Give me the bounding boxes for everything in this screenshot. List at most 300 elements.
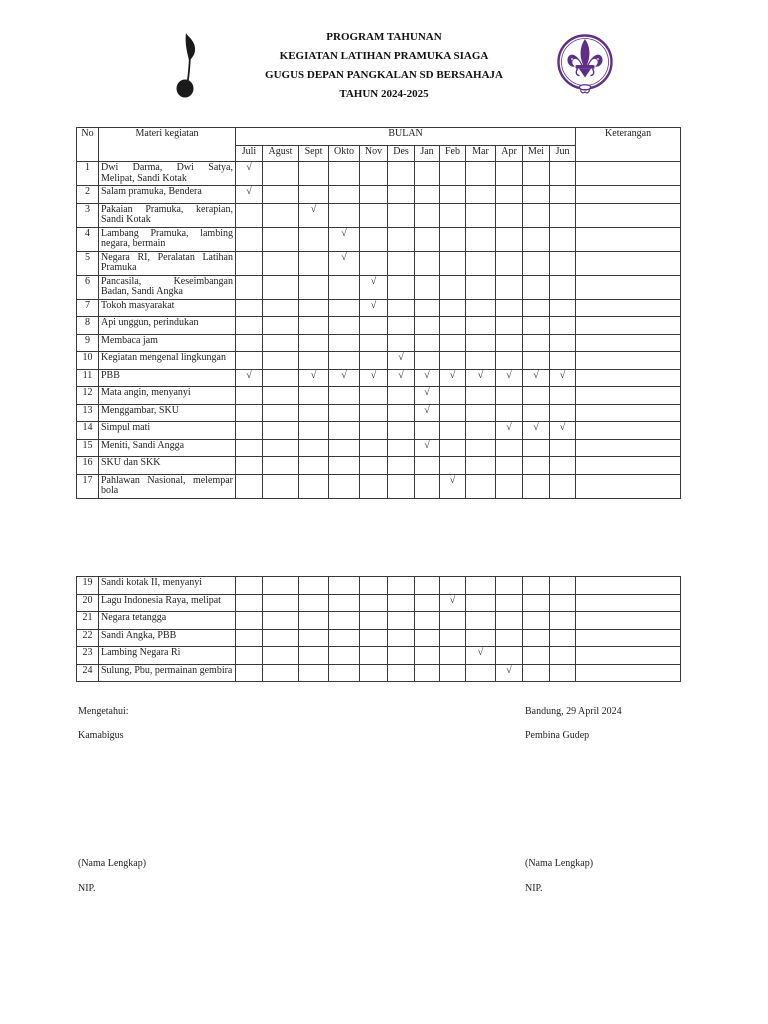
materi-kegiatan-cell: Api unggun, perindukan <box>99 317 236 335</box>
month-cell-mar <box>466 457 496 475</box>
month-cell-okto <box>329 203 360 227</box>
row-number: 24 <box>77 664 99 682</box>
materi-kegiatan-cell: SKU dan SKK <box>99 457 236 475</box>
month-cell-apr: √ <box>496 369 523 387</box>
keterangan-cell <box>576 664 681 682</box>
month-cell-okto <box>329 186 360 204</box>
fleur-star-left <box>571 58 573 60</box>
row-number: 3 <box>77 203 99 227</box>
month-cell-mei <box>523 577 550 595</box>
month-cell-feb <box>440 612 466 630</box>
month-cell-mar <box>466 439 496 457</box>
month-cell-feb <box>440 299 466 317</box>
month-cell-juli <box>236 251 263 275</box>
keterangan-cell <box>576 647 681 665</box>
materi-kegiatan-cell: Sandi Angka, PBB <box>99 629 236 647</box>
month-cell-juli <box>236 647 263 665</box>
month-header-jun: Jun <box>550 146 576 162</box>
month-cell-sept <box>299 422 329 440</box>
month-cell-jan <box>415 317 440 335</box>
month-cell-apr: √ <box>496 664 523 682</box>
row-number: 4 <box>77 227 99 251</box>
month-cell-nov <box>360 186 388 204</box>
title-line-kegiatan: KEGIATAN LATIHAN PRAMUKA SIAGA <box>279 50 489 62</box>
month-cell-nov <box>360 422 388 440</box>
month-cell-jan <box>415 422 440 440</box>
month-cell-agust <box>263 404 299 422</box>
materi-kegiatan-cell: Sandi kotak II, menyanyi <box>99 577 236 595</box>
month-cell-jan <box>415 664 440 682</box>
month-cell-des <box>388 186 415 204</box>
month-cell-des <box>388 162 415 186</box>
month-cell-sept <box>299 577 329 595</box>
month-cell-agust <box>263 647 299 665</box>
month-cell-nov <box>360 162 388 186</box>
month-cell-agust <box>263 439 299 457</box>
table-row <box>77 369 681 387</box>
month-cell-apr <box>496 474 523 498</box>
materi-kegiatan-cell: Lambing Negara Ri <box>99 647 236 665</box>
materi-kegiatan-cell: Kegiatan mengenal lingkungan <box>99 352 236 370</box>
month-cell-mei <box>523 647 550 665</box>
materi-kegiatan-cell: Pancasila, Keseimbangan Badan, Sandi Angka <box>99 275 236 299</box>
month-cell-agust <box>263 629 299 647</box>
month-cell-feb <box>440 647 466 665</box>
month-cell-des <box>388 387 415 405</box>
month-cell-mar <box>466 577 496 595</box>
month-cell-mar <box>466 317 496 335</box>
month-cell-sept <box>299 647 329 665</box>
month-cell-juli <box>236 474 263 498</box>
keterangan-cell <box>576 629 681 647</box>
materi-kegiatan-cell: Menggambar, SKU <box>99 404 236 422</box>
month-cell-apr <box>496 299 523 317</box>
keterangan-cell <box>576 186 681 204</box>
month-cell-jun <box>550 275 576 299</box>
materi-kegiatan-cell: Lagu Indonesia Raya, melipat <box>99 594 236 612</box>
right-signer-nip: NIP. <box>525 883 543 894</box>
month-cell-nov: √ <box>360 275 388 299</box>
month-cell-agust <box>263 251 299 275</box>
month-cell-feb: √ <box>440 594 466 612</box>
month-cell-sept <box>299 664 329 682</box>
month-cell-feb: √ <box>440 369 466 387</box>
month-header-apr: Apr <box>496 146 523 162</box>
month-cell-jan <box>415 629 440 647</box>
month-cell-feb <box>440 334 466 352</box>
left-signer-name: (Nama Lengkap) <box>78 858 147 869</box>
month-cell-mei <box>523 162 550 186</box>
month-cell-jan <box>415 251 440 275</box>
month-cell-sept <box>299 299 329 317</box>
month-cell-des <box>388 577 415 595</box>
month-cell-okto <box>329 474 360 498</box>
month-cell-mar <box>466 186 496 204</box>
fleur-star-right <box>597 58 599 60</box>
month-cell-jan <box>415 227 440 251</box>
month-cell-des: √ <box>388 369 415 387</box>
month-cell-okto <box>329 404 360 422</box>
month-cell-des <box>388 404 415 422</box>
header-materi-kegiatan: Materi kegiatan <box>99 128 236 162</box>
month-cell-juli <box>236 227 263 251</box>
month-cell-jan <box>415 647 440 665</box>
month-cell-mar: √ <box>466 647 496 665</box>
row-number: 9 <box>77 334 99 352</box>
left-signer-nip: NIP. <box>78 883 96 894</box>
month-cell-des <box>388 299 415 317</box>
month-cell-des <box>388 275 415 299</box>
month-cell-jun <box>550 404 576 422</box>
document-title <box>184 28 584 104</box>
month-cell-jun <box>550 162 576 186</box>
row-number: 16 <box>77 457 99 475</box>
month-cell-jun: √ <box>550 422 576 440</box>
month-cell-juli: √ <box>236 369 263 387</box>
row-number: 22 <box>77 629 99 647</box>
month-cell-juli <box>236 299 263 317</box>
month-cell-jan <box>415 474 440 498</box>
month-cell-apr <box>496 186 523 204</box>
month-cell-mei <box>523 594 550 612</box>
table-row <box>77 275 681 299</box>
month-cell-des <box>388 664 415 682</box>
month-cell-feb <box>440 275 466 299</box>
row-number: 15 <box>77 439 99 457</box>
fleur-band <box>576 65 595 69</box>
month-cell-agust <box>263 275 299 299</box>
month-cell-jun <box>550 612 576 630</box>
month-cell-sept <box>299 387 329 405</box>
month-cell-jan <box>415 299 440 317</box>
table-row <box>77 186 681 204</box>
month-cell-sept <box>299 457 329 475</box>
keterangan-cell <box>576 275 681 299</box>
month-cell-agust <box>263 577 299 595</box>
materi-kegiatan-cell: Meniti, Sandi Angga <box>99 439 236 457</box>
row-number: 6 <box>77 275 99 299</box>
month-cell-apr <box>496 387 523 405</box>
month-cell-mar <box>466 629 496 647</box>
month-cell-feb <box>440 162 466 186</box>
month-cell-juli <box>236 352 263 370</box>
row-number: 7 <box>77 299 99 317</box>
row-number: 8 <box>77 317 99 335</box>
table-row <box>77 439 681 457</box>
month-cell-nov <box>360 612 388 630</box>
month-cell-jan <box>415 594 440 612</box>
month-cell-nov: √ <box>360 369 388 387</box>
month-cell-feb <box>440 251 466 275</box>
month-cell-des <box>388 629 415 647</box>
keterangan-cell <box>576 352 681 370</box>
month-cell-apr <box>496 227 523 251</box>
month-cell-feb <box>440 577 466 595</box>
table-row <box>77 162 681 186</box>
table-row <box>77 227 681 251</box>
keterangan-cell <box>576 334 681 352</box>
materi-kegiatan-cell: Negara RI, Peralatan Latihan Pramuka <box>99 251 236 275</box>
month-cell-sept <box>299 317 329 335</box>
month-cell-apr <box>496 647 523 665</box>
row-number: 5 <box>77 251 99 275</box>
table-row <box>77 612 681 630</box>
keterangan-cell <box>576 594 681 612</box>
month-cell-apr <box>496 594 523 612</box>
table-row <box>77 647 681 665</box>
row-number: 14 <box>77 422 99 440</box>
month-cell-sept <box>299 227 329 251</box>
month-cell-feb <box>440 317 466 335</box>
table-row <box>77 404 681 422</box>
row-number: 12 <box>77 387 99 405</box>
month-cell-mar <box>466 203 496 227</box>
month-cell-jun <box>550 664 576 682</box>
month-cell-juli <box>236 404 263 422</box>
month-cell-agust <box>263 474 299 498</box>
month-cell-jan <box>415 186 440 204</box>
month-cell-des: √ <box>388 352 415 370</box>
month-cell-jan <box>415 334 440 352</box>
month-cell-sept <box>299 352 329 370</box>
month-cell-mar <box>466 334 496 352</box>
month-cell-juli <box>236 577 263 595</box>
month-cell-apr <box>496 352 523 370</box>
month-cell-nov <box>360 629 388 647</box>
month-cell-nov: √ <box>360 299 388 317</box>
month-cell-apr <box>496 612 523 630</box>
month-header-mar: Mar <box>466 146 496 162</box>
rope-knot <box>579 85 591 93</box>
month-cell-des <box>388 612 415 630</box>
month-cell-apr <box>496 439 523 457</box>
month-cell-mar <box>466 227 496 251</box>
month-cell-sept: √ <box>299 203 329 227</box>
month-cell-juli <box>236 594 263 612</box>
month-cell-juli <box>236 664 263 682</box>
scout-fleur-de-lis-icon <box>556 33 614 97</box>
month-cell-juli <box>236 629 263 647</box>
month-cell-nov <box>360 317 388 335</box>
month-cell-des <box>388 474 415 498</box>
month-cell-okto <box>329 577 360 595</box>
month-header-agust: Agust <box>263 146 299 162</box>
month-cell-feb <box>440 387 466 405</box>
month-cell-okto <box>329 439 360 457</box>
month-cell-jun <box>550 186 576 204</box>
month-cell-jan: √ <box>415 369 440 387</box>
month-cell-okto <box>329 387 360 405</box>
month-cell-juli <box>236 334 263 352</box>
month-cell-agust <box>263 422 299 440</box>
month-cell-mei <box>523 474 550 498</box>
month-cell-jan <box>415 352 440 370</box>
keterangan-cell <box>576 227 681 251</box>
materi-kegiatan-cell: Simpul mati <box>99 422 236 440</box>
table-row <box>77 387 681 405</box>
month-cell-feb: √ <box>440 474 466 498</box>
month-cell-nov <box>360 577 388 595</box>
month-cell-apr <box>496 629 523 647</box>
row-number: 23 <box>77 647 99 665</box>
keterangan-cell <box>576 203 681 227</box>
month-cell-apr <box>496 275 523 299</box>
header-bulan: BULAN <box>236 128 576 146</box>
month-cell-nov <box>360 251 388 275</box>
left-signer-role: Kamabigus <box>78 730 124 741</box>
month-cell-des <box>388 647 415 665</box>
month-cell-mei <box>523 387 550 405</box>
month-cell-okto <box>329 629 360 647</box>
month-cell-agust <box>263 594 299 612</box>
materi-kegiatan-cell: Membaca jam <box>99 334 236 352</box>
month-cell-feb <box>440 422 466 440</box>
month-cell-mar: √ <box>466 369 496 387</box>
table-row <box>77 203 681 227</box>
month-cell-okto <box>329 317 360 335</box>
month-cell-sept <box>299 474 329 498</box>
month-cell-mei <box>523 334 550 352</box>
month-cell-nov <box>360 474 388 498</box>
keterangan-cell <box>576 612 681 630</box>
materi-kegiatan-cell: Salam pramuka, Bendera <box>99 186 236 204</box>
month-cell-mar <box>466 251 496 275</box>
month-cell-sept <box>299 629 329 647</box>
month-cell-apr <box>496 404 523 422</box>
keterangan-cell <box>576 439 681 457</box>
month-cell-mar <box>466 162 496 186</box>
month-cell-jun <box>550 203 576 227</box>
month-cell-nov <box>360 404 388 422</box>
table-row <box>77 474 681 498</box>
month-cell-juli: √ <box>236 162 263 186</box>
month-cell-jan <box>415 457 440 475</box>
month-cell-okto <box>329 299 360 317</box>
month-cell-juli <box>236 317 263 335</box>
month-cell-apr: √ <box>496 422 523 440</box>
month-cell-jan: √ <box>415 439 440 457</box>
table-body <box>77 577 681 682</box>
month-cell-nov <box>360 227 388 251</box>
month-cell-jun <box>550 457 576 475</box>
month-cell-des <box>388 594 415 612</box>
month-cell-nov <box>360 647 388 665</box>
keterangan-cell <box>576 369 681 387</box>
month-cell-okto <box>329 352 360 370</box>
month-cell-jan <box>415 275 440 299</box>
keterangan-cell <box>576 422 681 440</box>
month-cell-nov <box>360 664 388 682</box>
month-cell-des <box>388 251 415 275</box>
month-cell-apr <box>496 203 523 227</box>
month-cell-juli <box>236 422 263 440</box>
month-cell-mei <box>523 227 550 251</box>
month-cell-jun <box>550 577 576 595</box>
month-cell-nov <box>360 387 388 405</box>
month-cell-jan <box>415 577 440 595</box>
materi-kegiatan-cell: Dwi Darma, Dwi Satya, Melipat, Sandi Kotak <box>99 162 236 186</box>
month-cell-mei <box>523 457 550 475</box>
header-no: No <box>77 128 99 162</box>
materi-kegiatan-cell: PBB <box>99 369 236 387</box>
row-number: 10 <box>77 352 99 370</box>
month-cell-jun <box>550 352 576 370</box>
month-cell-sept <box>299 404 329 422</box>
place-date: Bandung, 29 April 2024 <box>525 706 622 717</box>
table-body <box>77 162 681 499</box>
row-number: 1 <box>77 162 99 186</box>
month-header-juli: Juli <box>236 146 263 162</box>
materi-kegiatan-cell: Lambang Pramuka, lambing negara, bermain <box>99 227 236 251</box>
month-cell-okto <box>329 422 360 440</box>
month-cell-agust <box>263 664 299 682</box>
month-cell-mei: √ <box>523 369 550 387</box>
month-cell-apr <box>496 334 523 352</box>
month-header-des: Des <box>388 146 415 162</box>
month-header-nov: Nov <box>360 146 388 162</box>
month-cell-mar <box>466 404 496 422</box>
month-cell-nov <box>360 203 388 227</box>
month-cell-jun <box>550 334 576 352</box>
month-cell-feb <box>440 227 466 251</box>
month-cell-juli <box>236 275 263 299</box>
month-cell-mei <box>523 439 550 457</box>
materi-kegiatan-cell: Sulung, Pbu, permainan gembira <box>99 664 236 682</box>
month-cell-jan: √ <box>415 404 440 422</box>
month-cell-agust <box>263 186 299 204</box>
month-cell-mei <box>523 317 550 335</box>
month-cell-okto <box>329 594 360 612</box>
month-cell-mei <box>523 352 550 370</box>
table-row <box>77 577 681 595</box>
title-line-gugus-depan: GUGUS DEPAN PANGKALAN SD BERSAHAJA <box>265 69 503 81</box>
month-cell-juli <box>236 457 263 475</box>
table-row <box>77 457 681 475</box>
month-cell-jun <box>550 474 576 498</box>
month-cell-jun <box>550 317 576 335</box>
month-cell-mar <box>466 474 496 498</box>
month-cell-apr <box>496 577 523 595</box>
month-cell-jun <box>550 227 576 251</box>
table-row <box>77 352 681 370</box>
month-cell-juli <box>236 203 263 227</box>
month-cell-agust <box>263 299 299 317</box>
table-row <box>77 317 681 335</box>
program-table-part-1 <box>76 127 681 499</box>
materi-kegiatan-cell: Mata angin, menyanyi <box>99 387 236 405</box>
month-cell-mei <box>523 299 550 317</box>
month-cell-mei <box>523 186 550 204</box>
month-header-feb: Feb <box>440 146 466 162</box>
month-cell-juli <box>236 612 263 630</box>
month-cell-mar <box>466 299 496 317</box>
month-cell-jan: √ <box>415 387 440 405</box>
month-header-jan: Jan <box>415 146 440 162</box>
month-cell-okto <box>329 162 360 186</box>
month-cell-sept <box>299 334 329 352</box>
table-header <box>77 128 681 162</box>
header-row <box>77 128 681 146</box>
table-row <box>77 664 681 682</box>
month-cell-mei <box>523 612 550 630</box>
month-cell-jun <box>550 387 576 405</box>
month-header-mei: Mei <box>523 146 550 162</box>
row-number: 13 <box>77 404 99 422</box>
month-cell-mei <box>523 203 550 227</box>
keterangan-cell <box>576 317 681 335</box>
materi-kegiatan-cell: Tokoh masyarakat <box>99 299 236 317</box>
month-cell-mar <box>466 422 496 440</box>
